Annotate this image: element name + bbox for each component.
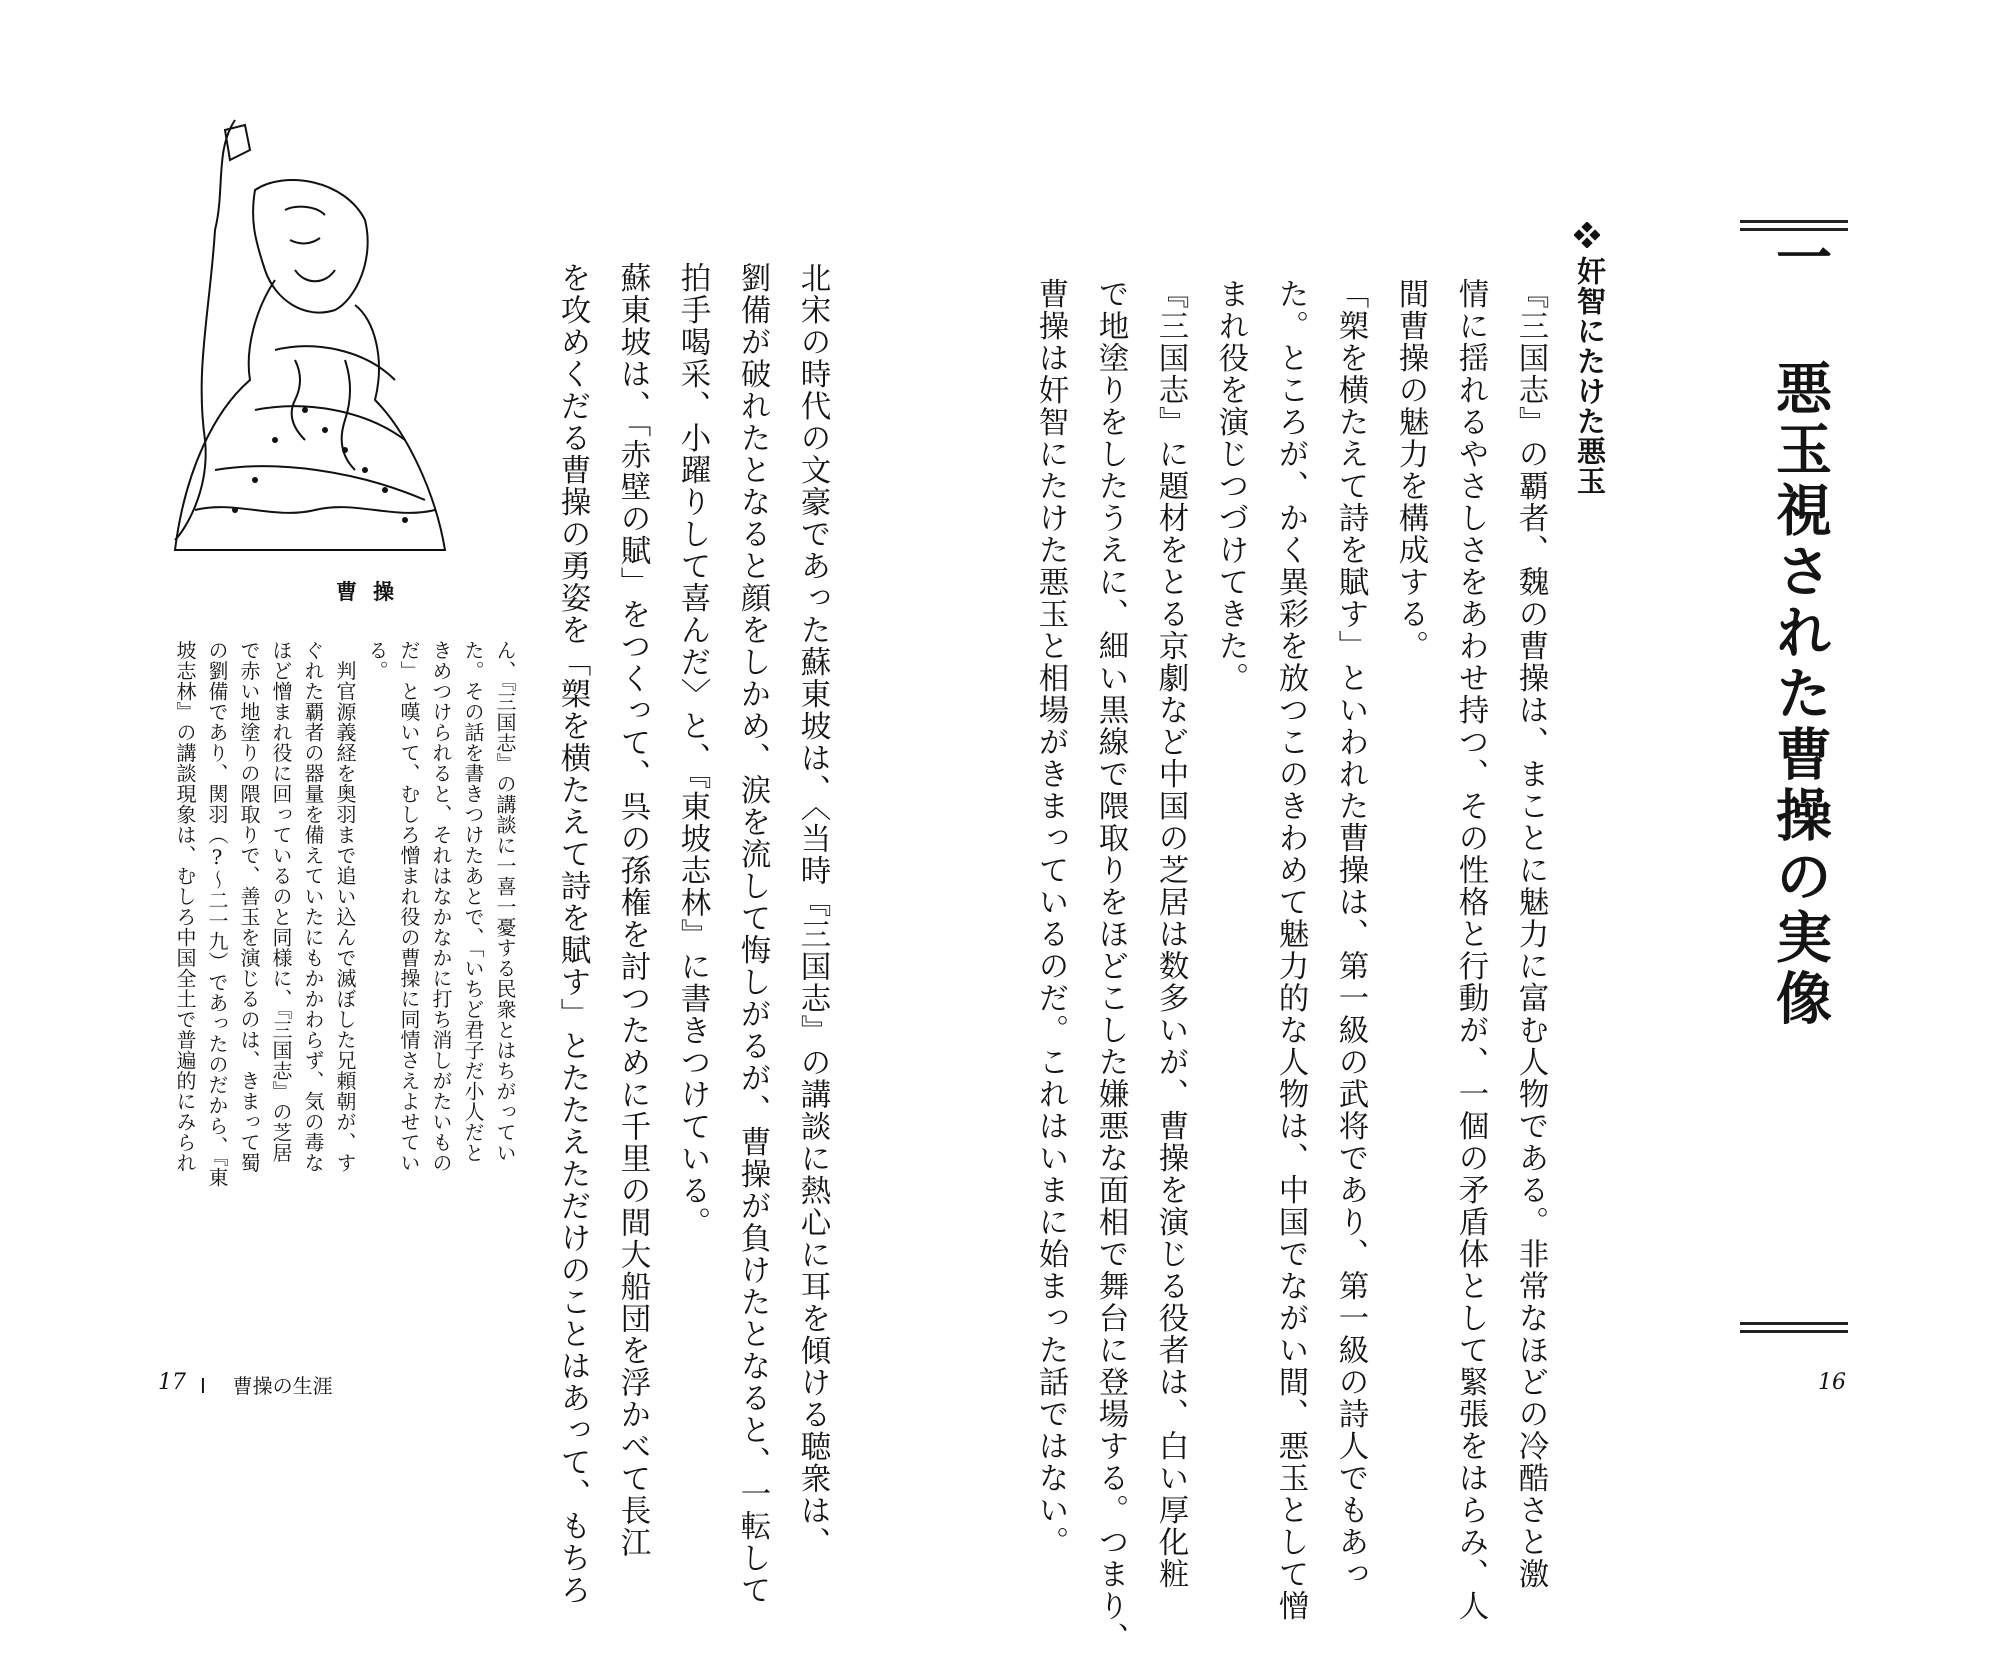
caocao-woodblock-illustration (155, 110, 455, 560)
text-column: 情に揺れるやさしさをあわせ持つ、その性格と行動が、一個の矛盾体として緊張をはらみ、人 (1453, 278, 1488, 1622)
text-column: 『三国志』の覇者、魏の曹操は、まことに魅力に富む人物である。非常なほどの冷酷さと激 (1513, 278, 1548, 1590)
text-column: ん、『三国志』の講談に一喜一憂する民衆とはちがってい (493, 640, 517, 1163)
text-column: きめつけられると、それはなかなかに打ち消しがたいもの (429, 640, 453, 1173)
page-number-left: 17 (158, 1370, 186, 1395)
text-column: 北宋の時代の文豪であった蘇東坡は、〈当時『三国志』の講談に熱心に耳を傾ける聴衆は、 (795, 262, 830, 1559)
text-column: た。ところが、かく異彩を放つこのきわめて魅力的な人物は、中国でながい間、悪玉として憎 (1273, 278, 1308, 1622)
page-number-right: 16 (1818, 1370, 1846, 1395)
text-column: 間曹操の魅力を構成する。 (1393, 278, 1428, 662)
text-column: だ」と嘆いて、むしろ憎まれ役の曹操に同情さえよせてい (397, 640, 421, 1173)
text-column: ぐれた覇者の器量を備えていたにもかかわらず、気の毒な (301, 640, 325, 1173)
text-column: ほど憎まれ役に回っているのと同様に、『三国志』の芝居 (269, 640, 293, 1163)
text-column: の劉備であり、関羽（?〜二一九）であったのだから、『東 (205, 640, 229, 1188)
text-column: 「槊を横たえて詩を賦す」といわれた曹操は、第一級の武将であり、第一級の詩人でもあっ (1333, 278, 1368, 1590)
section-heading: 奸智にたけた悪玉 (1573, 256, 1607, 496)
diamond-bullet-icon (1574, 222, 1600, 248)
text-column: まれ役を演じつづけてきた。 (1213, 278, 1248, 694)
chapter-title (1760, 228, 1840, 1030)
figure-caption: 曹操 (336, 580, 410, 604)
running-head-title: 曹操の生涯 (232, 1374, 333, 1398)
text-column: る。 (365, 640, 389, 681)
chapter-number: 一 (1767, 228, 1833, 289)
text-column: 劉備が破れたとなると顔をしかめ、涙を流して悔しがるが、曹操が負けたとなると、一転して (735, 262, 770, 1606)
text-column: た。その話を書きつけたあとで、「いちど君子だ小人だと (461, 640, 485, 1163)
text-column: で地塗りをしたうえに、細い黒線で隈取りをほどこした嫌悪な面相で舞台に登場する。つまり、 (1093, 278, 1128, 1654)
text-column: 『三国志』に題材をとる京劇など中国の芝居は数多いが、曹操を演じる役者は、白い厚化粧 (1153, 278, 1188, 1590)
text-column: 拍手喝采、小躍りして喜んだ〉と、『東坡志林』に書きつけている。 (675, 262, 710, 1239)
running-head (200, 1370, 333, 1399)
part-number: Ⅰ (200, 1374, 206, 1398)
text-column: を攻めくだる曹操の勇姿を「槊を横たえて詩を賦す」とたたえただけのことはあって、もちろ (555, 262, 590, 1606)
text-column: 蘇東坡は、「赤壁の賦」をつくって、呉の孫権を討つために千里の間大船団を浮かべて長江 (615, 262, 650, 1559)
text-column: 曹操は奸智にたけた悪玉と相場がきまっているのだ。これはいまに始まった話ではない。 (1033, 278, 1068, 1558)
chapter-title-text: 悪玉視された曹操の実像 (1767, 359, 1833, 1030)
text-column: 坡志林』の講談現象は、むしろ中国全土で普遍的にみられ (173, 640, 197, 1173)
text-column: 判官源義経を奥羽まで追い込んで滅ぼした兄頼朝が、す (333, 640, 357, 1173)
text-column: で赤い地塗りの隈取りで、善玉を演じるのは、きまって蜀 (237, 640, 261, 1173)
